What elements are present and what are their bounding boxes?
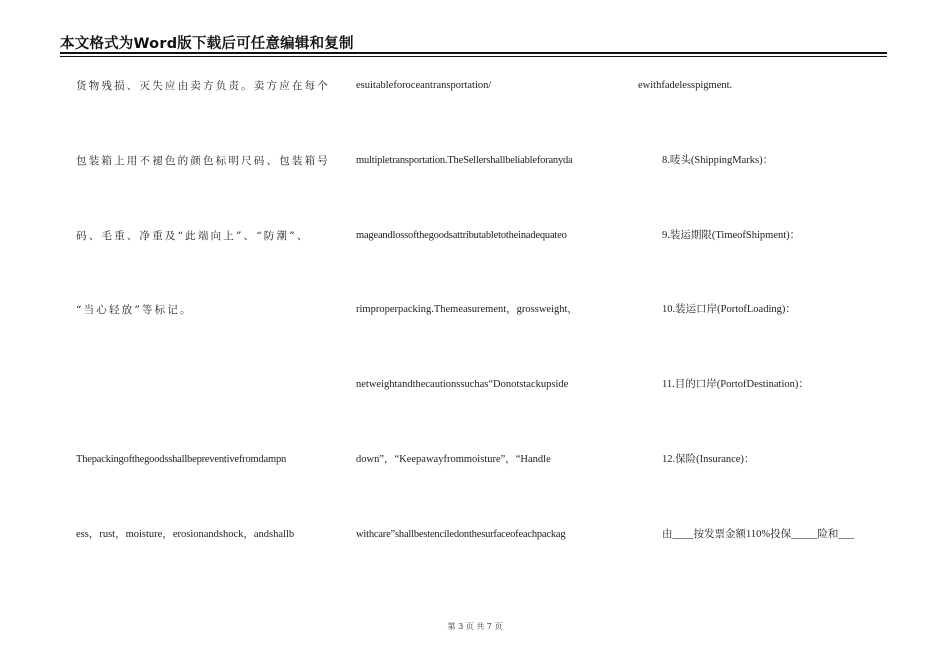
right-col-line-3: 9.装运期限(TimeofShipment)： [662,230,801,241]
right-col-line-6: 12.保险(Insurance)： [662,454,755,465]
middle-col-line-3: mageandlossofthegoodsattributabletotheinadequateo [356,230,567,241]
middle-col-line-5: netweightandthecautionssuchas“Donotstackupside [356,379,569,390]
middle-col-line-1: esuitableforoceantransportation/ [356,80,492,91]
page-header-title: 本文格式为Word版下载后可任意编辑和复制 [60,36,354,52]
middle-col-line-2: multipletransportation.TheSellershallbeliableforanyda [356,155,573,166]
left-col-line-3: 码、毛重、净重及“此端向上”、“防潮”、 [76,230,310,242]
middle-col-line-4: rimproperpacking.Themeasurement，grossweight， [356,304,578,315]
middle-col-line-6: down”，“Keepawayfrommoisture”，“Handle [356,454,551,465]
left-col-line-5: Thepackingofthegoodsshallbepreventivefromdampn [76,454,287,465]
right-col-line-1: ewithfadelesspigment. [638,80,733,91]
middle-col-line-7: withcare”shallbestenciledonthesurfaceofeachpackag [356,529,566,540]
page-number-footer: 第 3 页 共 7 页 [447,622,503,631]
right-col-line-2: 8.唛头(ShippingMarks)： [662,155,774,166]
header-rule-thin [60,56,887,57]
left-col-line-1: 货物残损、灭失应由卖方负责。卖方应在每个 [76,80,330,92]
left-col-line-4: “当心轻放”等标记。 [76,304,193,316]
left-col-line-2: 包装箱上用不褪色的颜色标明尺码、包装箱号 [76,155,330,167]
header-rule-thick [60,52,887,54]
left-col-line-6: ess，rust，moisture，erosionandshock，andshallb [76,529,295,540]
right-col-line-7: 由____按发票金额110%投保_____险和___ [662,529,855,540]
right-col-line-4: 10.装运口岸(PortofLoading)： [662,304,796,315]
right-col-line-5: 11.目的口岸(PortofDestination)： [662,379,809,390]
